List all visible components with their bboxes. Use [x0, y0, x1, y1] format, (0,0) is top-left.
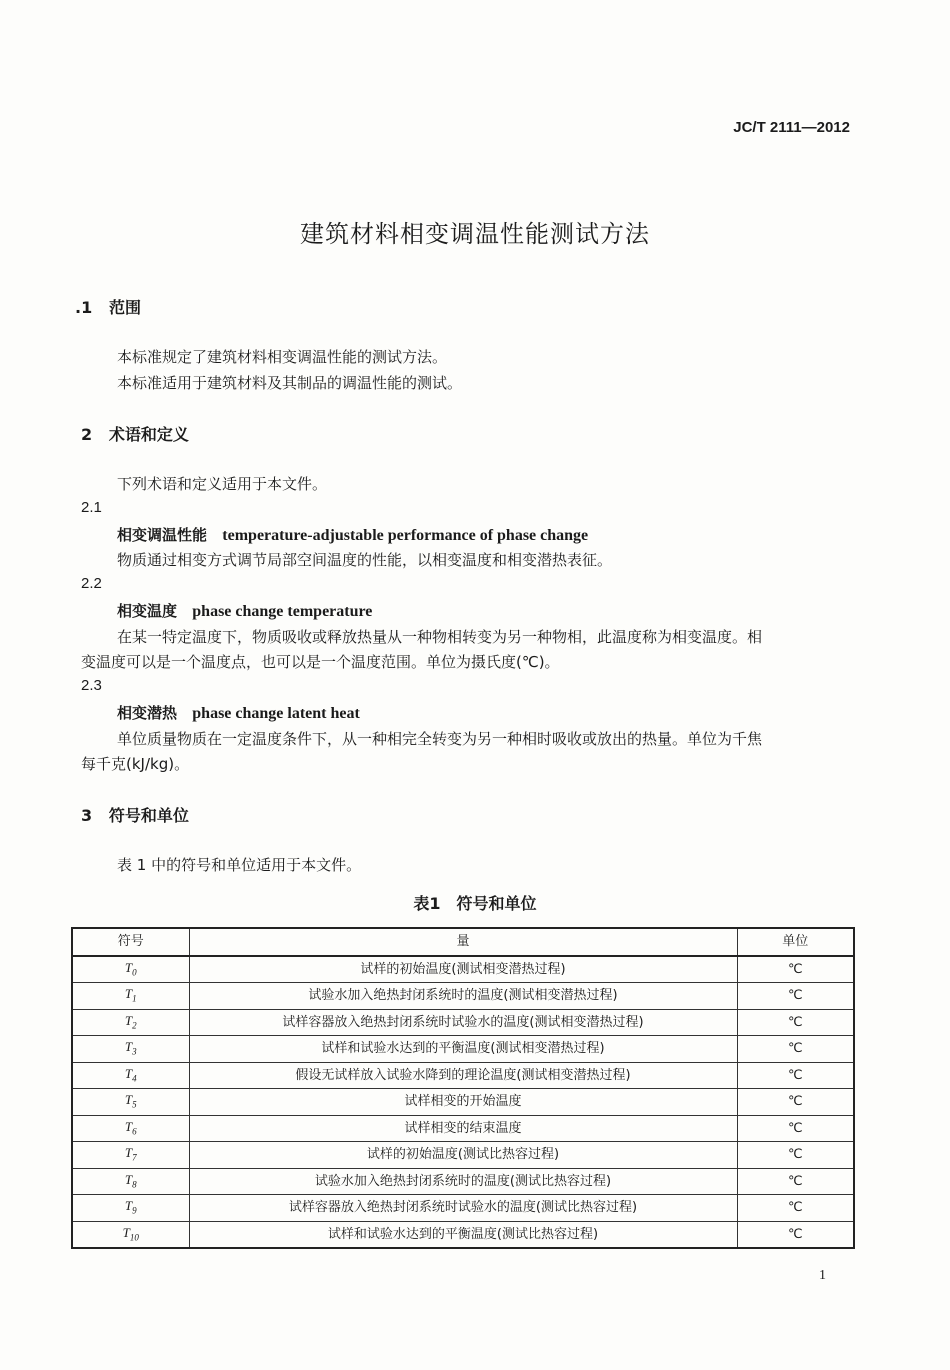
symbol: T — [124, 1145, 133, 1161]
symbol-subscript: 6 — [132, 1126, 137, 1137]
symbol: T — [124, 959, 133, 975]
term-en: phase change latent heat — [192, 705, 360, 722]
section-2-intro: 下列术语和定义适用于本文件。 — [117, 475, 328, 493]
section-1-title: 范围 — [108, 298, 141, 317]
term-cn: 相变潜热 — [117, 704, 178, 722]
section-2-number: 2 — [81, 425, 93, 444]
clause-2-2-number: 2.2 — [81, 575, 102, 592]
clause-2-3-definition-line-2: 每千克(kJ/kg)。 — [81, 755, 190, 773]
table-row — [72, 956, 854, 983]
clause-2-1-definition: 物质通过相变方式调节局部空间温度的性能，以相变温度和相变潜热表征。 — [117, 551, 613, 569]
symbol: T — [122, 1224, 130, 1240]
clause-2-2-definition-line-2: 变温度可以是一个温度点，也可以是一个温度范围。单位为摄氏度(℃)。 — [81, 653, 560, 671]
table-header-row — [72, 928, 854, 956]
symbol-subscript: 4 — [132, 1073, 137, 1084]
symbol-cell — [72, 1142, 189, 1169]
unit-cell: ℃ — [737, 1089, 854, 1116]
symbol-cell — [72, 956, 189, 983]
section-1-para-2: 本标准适用于建筑材料及其制品的调温性能的测试。 — [117, 374, 463, 392]
table-row — [72, 1142, 854, 1169]
table-row — [72, 983, 854, 1010]
symbol: T — [124, 1012, 133, 1028]
unit-cell: ℃ — [737, 1142, 854, 1169]
table-row — [72, 1195, 854, 1222]
symbol-subscript: 9 — [132, 1206, 137, 1217]
document-code: JC/T 2111—2012 — [733, 119, 850, 136]
unit-cell: ℃ — [737, 1115, 854, 1142]
symbol-cell — [72, 1089, 189, 1116]
unit-cell: ℃ — [737, 1195, 854, 1222]
table-row — [72, 1115, 854, 1142]
quantity-cell: 试样容器放入绝热封闭系统时试验水的温度(测试比热容过程) — [189, 1195, 737, 1222]
clause-2-2-definition-line-1: 在某一特定温度下，物质吸收或释放热量从一种物相转变为另一种物相，此温度称为相变温度。相 — [117, 628, 763, 646]
quantity-cell: 试样和试验水达到的平衡温度(测试比热容过程) — [189, 1221, 737, 1248]
section-1-para-1: 本标准规定了建筑材料相变调温性能的测试方法。 — [117, 348, 448, 366]
quantity-cell: 试样容器放入绝热封闭系统时试验水的温度(测试相变潜热过程) — [189, 1009, 737, 1036]
clause-2-1-number: 2.1 — [81, 499, 102, 516]
quantity-cell: 试样的初始温度(测试比热容过程) — [189, 1142, 737, 1169]
clause-2-1-term — [117, 524, 588, 545]
quantity-cell: 试样相变的开始温度 — [189, 1089, 737, 1116]
symbol-cell — [72, 1168, 189, 1195]
clause-2-2-term — [117, 600, 372, 621]
symbol: T — [124, 1171, 133, 1187]
symbol: T — [124, 1092, 133, 1108]
symbol-cell — [72, 1221, 189, 1248]
unit-cell: ℃ — [737, 1036, 854, 1063]
section-1-number: .1 — [75, 298, 93, 317]
table-row — [72, 1221, 854, 1248]
term-cn: 相变温度 — [117, 602, 178, 620]
symbol-subscript: 0 — [132, 967, 137, 978]
symbol-cell — [72, 1062, 189, 1089]
symbol: T — [124, 1065, 133, 1081]
quantity-cell: 假设无试样放入试验水降到的理论温度(测试相变潜热过程) — [189, 1062, 737, 1089]
symbol: T — [124, 1039, 133, 1055]
table-body — [72, 956, 854, 1249]
term-cn: 相变调温性能 — [117, 526, 208, 544]
table-row — [72, 1168, 854, 1195]
clause-2-3-term — [117, 702, 360, 723]
symbol-subscript: 3 — [132, 1047, 137, 1058]
quantity-cell: 试样的初始温度(测试相变潜热过程) — [189, 956, 737, 983]
table-row — [72, 1009, 854, 1036]
symbol: T — [124, 986, 133, 1002]
section-3-number: 3 — [81, 806, 93, 825]
symbol: T — [124, 1118, 133, 1134]
unit-cell: ℃ — [737, 1168, 854, 1195]
term-en: phase change temperature — [192, 603, 373, 620]
quantity-cell: 试样和试验水达到的平衡温度(测试相变潜热过程) — [189, 1036, 737, 1063]
table-row — [72, 1036, 854, 1063]
table-row — [72, 1062, 854, 1089]
symbol-subscript: 7 — [132, 1153, 137, 1164]
unit-cell: ℃ — [737, 956, 854, 983]
symbol-cell — [72, 1115, 189, 1142]
page-number: 1 — [819, 1268, 826, 1283]
header-quantity: 量 — [189, 928, 737, 956]
page-title: 建筑材料相变调温性能测试方法 — [300, 220, 650, 248]
section-3-title: 符号和单位 — [108, 806, 189, 825]
table-caption: 表1 符号和单位 — [413, 894, 537, 913]
term-en: temperature-adjustable performance of phase change — [222, 527, 589, 544]
unit-cell: ℃ — [737, 1221, 854, 1248]
clause-2-3-definition-line-1: 单位质量物质在一定温度条件下，从一种相完全转变为另一种相时吸收或放出的热量。单位为千焦 — [117, 730, 763, 748]
section-3-intro: 表 1 中的符号和单位适用于本文件。 — [117, 856, 362, 874]
header-symbol: 符号 — [72, 928, 189, 956]
table-row — [72, 1089, 854, 1116]
quantity-cell: 试验水加入绝热封闭系统时的温度(测试相变潜热过程) — [189, 983, 737, 1010]
unit-cell: ℃ — [737, 1009, 854, 1036]
header-unit: 单位 — [737, 928, 854, 956]
symbol-subscript: 2 — [132, 1020, 137, 1031]
symbol-cell — [72, 1195, 189, 1222]
quantity-cell: 试验水加入绝热封闭系统时的温度(测试比热容过程) — [189, 1168, 737, 1195]
symbol-cell — [72, 1009, 189, 1036]
symbol-subscript: 5 — [132, 1100, 137, 1111]
symbol-subscript: 1 — [132, 994, 137, 1005]
section-2-title: 术语和定义 — [108, 425, 189, 444]
symbol-cell — [72, 1036, 189, 1063]
symbol: T — [124, 1198, 133, 1214]
unit-cell: ℃ — [737, 983, 854, 1010]
unit-cell: ℃ — [737, 1062, 854, 1089]
section-1-heading — [75, 295, 141, 318]
clause-2-3-number: 2.3 — [81, 677, 102, 694]
symbol-subscript: 10 — [129, 1232, 139, 1243]
section-3-heading — [81, 803, 189, 826]
symbol-cell — [72, 983, 189, 1010]
section-2-heading — [81, 422, 189, 445]
quantity-cell: 试样相变的结束温度 — [189, 1115, 737, 1142]
symbol-subscript: 8 — [132, 1179, 137, 1190]
symbols-table — [71, 927, 855, 1249]
